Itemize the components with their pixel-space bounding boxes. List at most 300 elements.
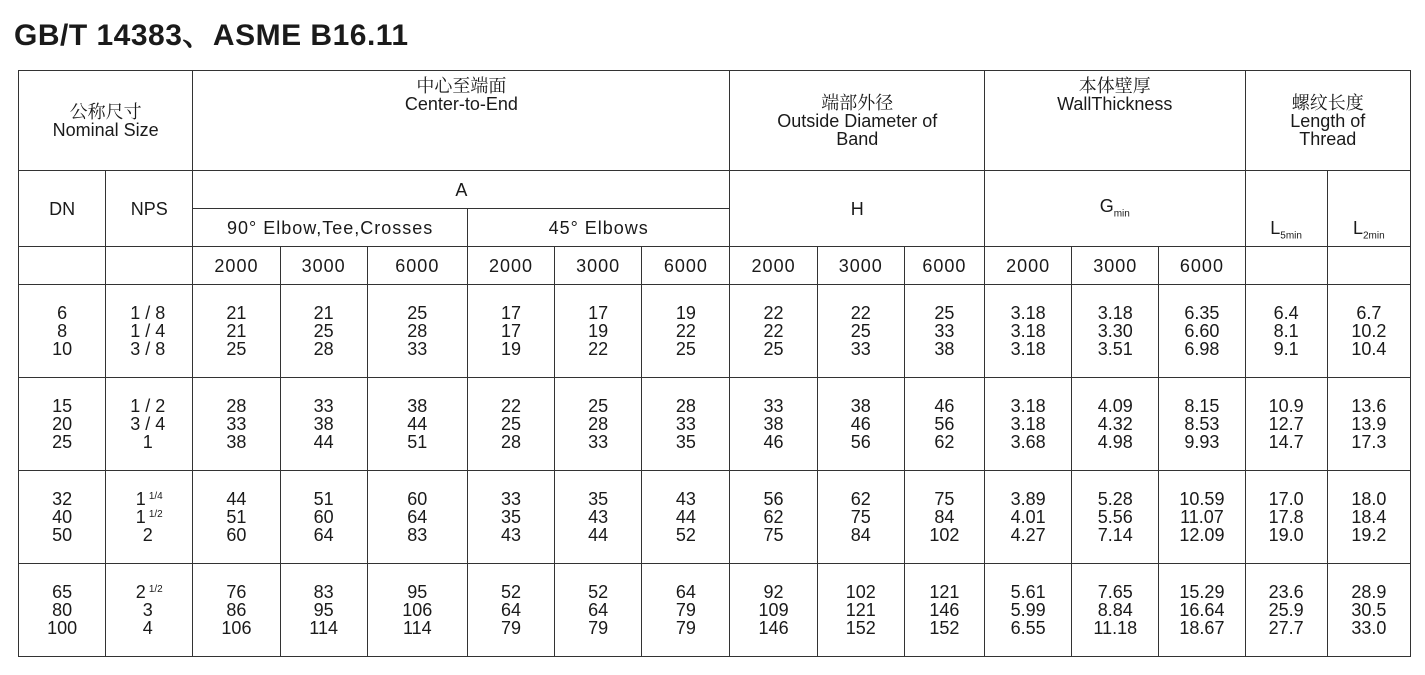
cell-a45-3000 [555,564,642,657]
cell-value: 28 [407,321,428,341]
cell-value: 62 [934,432,955,452]
cell-value: 6.60 [1184,321,1220,341]
data-body [19,285,1411,657]
class-cell-empty [1245,247,1327,285]
class-3000: 3000 [280,247,367,285]
cell-value: 38 [850,396,871,416]
cell-value [106,490,192,508]
nps-fraction: 1/2 [148,584,163,595]
class-6000: 6000 [904,247,984,285]
class-3000: 3000 [817,247,904,285]
cell-value: 15 [52,396,73,416]
thread-en-2: Thread [1299,128,1357,149]
cell-value: 102 [929,525,960,545]
cell-a90-6000 [367,471,467,564]
cell-value: 28.9 [1351,582,1387,602]
cell-value: 79 [675,600,696,620]
cell-value: 13.9 [1351,414,1387,434]
cell-value: 8.1 [1273,321,1299,341]
cell-h-6000 [904,564,984,657]
cell-value: 56 [934,414,955,434]
nominal-size-en: Nominal Size [52,119,159,140]
cell-value: 35 [588,489,609,509]
cell-value: 84 [850,525,871,545]
nps-whole: 3 / 4 [130,414,166,434]
cell-value: 17 [588,303,609,323]
cell-l5 [1245,564,1327,657]
cell-h-2000 [730,378,817,471]
cell-value: 44 [588,525,609,545]
cell-value: 25 [52,432,73,452]
cell-value: 13.6 [1351,396,1387,416]
cell-value: 25 [675,339,696,359]
cell-value: 33 [934,321,955,341]
cell-value: 62 [850,489,871,509]
cell-value: 3.18 [1010,396,1046,416]
cell-value: 8.15 [1184,396,1220,416]
cell-value: 51 [313,489,334,509]
cell-value: 22 [763,321,784,341]
header-nominal-size [19,71,193,171]
class-2000: 2000 [985,247,1072,285]
cell-value: 12.7 [1268,414,1304,434]
cell-a45-2000 [467,285,554,378]
cell-value: 43 [500,525,521,545]
l2-label: L [1352,218,1363,239]
cell-g-3000 [1072,564,1159,657]
header-45-elbow: 45° Elbows [467,209,730,247]
cell-value: 25 [313,321,334,341]
g-label: G [1099,196,1114,217]
thread-cn: 螺纹长度 [1291,92,1364,113]
cell-value: 3.18 [1010,414,1046,434]
cell-value: 146 [929,600,960,620]
class-cell-empty [19,247,106,285]
cell-a45-6000 [642,285,730,378]
cell-value: 64 [313,525,334,545]
cell-value: 60 [313,507,334,527]
cell-value: 4.27 [1010,525,1046,545]
nps-whole: 4 [142,618,153,638]
cell-value: 17.3 [1351,432,1387,452]
cell-value: 52 [588,582,609,602]
cell-value: 6.7 [1356,303,1382,323]
cell-value: 20 [52,414,73,434]
outside-dia-en-2: Band [836,128,879,149]
cell-value: 9.1 [1273,339,1299,359]
table-row [19,285,1411,378]
cell-h-6000 [904,378,984,471]
cell-value: 46 [934,396,955,416]
l5-label: L [1270,218,1281,239]
cell-value: 60 [407,489,428,509]
outside-dia-en-1: Outside Diameter of [777,110,938,131]
cell-a90-6000 [367,378,467,471]
nps-fraction: 1/4 [148,491,163,502]
header-l5 [1245,171,1327,247]
cell-value [106,322,192,340]
class-2000: 2000 [467,247,554,285]
nps-whole: 1 / 8 [130,303,166,323]
thread-en-1: Length of [1290,110,1366,131]
cell-value: 17 [500,303,521,323]
cell-value: 51 [407,432,428,452]
cell-value: 10.2 [1351,321,1387,341]
cell-value: 18.4 [1351,507,1387,527]
class-3000: 3000 [1072,247,1159,285]
cell-value: 5.61 [1010,582,1046,602]
cell-a90-6000 [367,285,467,378]
cell-l2 [1327,285,1410,378]
cell-value: 65 [52,582,73,602]
center-to-end-en: Center-to-End [404,94,518,114]
class-2000: 2000 [193,247,280,285]
cell-value: 3.68 [1010,432,1046,452]
cell-a90-3000 [280,285,367,378]
cell-value: 44 [407,414,428,434]
cell-value: 25 [934,303,955,323]
cell-value: 5.99 [1010,600,1046,620]
header-dn: DN [19,171,106,247]
cell-dn [19,564,106,657]
cell-value: 38 [934,339,955,359]
class-row [19,247,1411,285]
table-row [19,378,1411,471]
cell-value: 21 [313,303,334,323]
cell-value: 64 [588,600,609,620]
header-wall-thickness [985,71,1246,171]
class-6000: 6000 [367,247,467,285]
cell-value: 43 [588,507,609,527]
cell-g-2000 [985,378,1072,471]
cell-value: 9.93 [1184,432,1220,452]
cell-value: 6.35 [1184,303,1220,323]
header-center-to-end [193,71,730,171]
cell-g-3000 [1072,471,1159,564]
cell-l2 [1327,564,1410,657]
cell-value: 30.5 [1351,600,1387,620]
cell-a45-6000 [642,471,730,564]
cell-a45-3000 [555,378,642,471]
cell-value: 35 [675,432,696,452]
nps-fraction: 1/2 [148,509,163,520]
cell-value: 75 [850,507,871,527]
cell-value: 46 [850,414,871,434]
cell-value [106,601,192,619]
cell-value: 146 [758,618,789,638]
header-h: H [730,171,985,247]
cell-value: 10.4 [1351,339,1387,359]
cell-value: 3.30 [1097,321,1133,341]
cell-a90-3000 [280,564,367,657]
cell-a90-2000 [193,285,280,378]
nps-whole: 1 [135,507,146,527]
cell-value: 6 [57,303,68,323]
cell-value: 51 [226,507,247,527]
cell-value [106,340,192,358]
cell-value: 8 [57,321,68,341]
cell-value: 18.67 [1179,618,1225,638]
cell-value: 121 [929,582,960,602]
cell-h-2000 [730,471,817,564]
cell-value: 22 [850,303,871,323]
cell-h-3000 [817,378,904,471]
cell-value: 25 [226,339,247,359]
cell-value: 19.0 [1268,525,1304,545]
cell-value: 11.07 [1180,507,1224,527]
outside-dia-cn: 端部外径 [821,92,894,113]
cell-value: 6.4 [1273,303,1299,323]
cell-value: 84 [934,507,955,527]
cell-value [106,304,192,322]
cell-value: 3.18 [1010,339,1046,359]
cell-value: 22 [500,396,521,416]
cell-value [106,415,192,433]
cell-dn [19,378,106,471]
center-to-end-cn: 中心至端面 [416,76,507,96]
cell-value: 60 [226,525,247,545]
nps-whole: 3 / 8 [130,339,166,359]
cell-value: 38 [763,414,784,434]
cell-value: 3.18 [1010,303,1046,323]
cell-value: 33 [407,339,428,359]
cell-value: 80 [52,600,73,620]
cell-value: 100 [47,618,78,638]
header-g [985,171,1246,247]
nps-whole: 1 [142,432,153,452]
cell-value: 7.14 [1097,525,1133,545]
cell-value: 22 [588,339,609,359]
cell-a45-3000 [555,285,642,378]
wall-en: WallThickness [1057,94,1173,114]
cell-value: 33 [226,414,247,434]
cell-l2 [1327,378,1410,471]
cell-nps [106,378,193,471]
cell-value: 19 [500,339,521,359]
cell-l5 [1245,471,1327,564]
cell-value: 28 [226,396,247,416]
cell-value: 16.64 [1179,600,1225,620]
cell-value: 15.29 [1179,582,1225,602]
nominal-size-cn: 公称尺寸 [69,101,142,122]
cell-value: 6.55 [1010,618,1046,638]
g-subscript: min [1113,208,1130,220]
cell-dn [19,285,106,378]
header-nps: NPS [106,171,193,247]
cell-value: 3.51 [1097,339,1133,359]
cell-value: 25 [500,414,521,434]
cell-value: 33 [313,396,334,416]
cell-value: 25.9 [1268,600,1304,620]
cell-value: 3.18 [1010,321,1046,341]
cell-value: 33 [500,489,521,509]
cell-value: 44 [313,432,334,452]
cell-value: 4.01 [1010,507,1046,527]
cell-value: 92 [763,582,784,602]
cell-value: 28 [675,396,696,416]
cell-value: 19 [675,303,696,323]
cell-h-3000 [817,285,904,378]
cell-value [106,508,192,526]
nps-whole: 1 [135,489,146,509]
cell-value: 75 [934,489,955,509]
cell-nps [106,285,193,378]
header-90-elbow: 90° Elbow,Tee,Crosses [193,209,468,247]
cell-value: 152 [845,618,876,638]
class-cell-empty [106,247,193,285]
cell-value: 44 [226,489,247,509]
cell-a90-2000 [193,564,280,657]
cell-value: 33.0 [1351,618,1387,638]
cell-value: 3.18 [1097,303,1133,323]
cell-value: 18.0 [1351,489,1387,509]
cell-value: 10.9 [1268,396,1304,416]
cell-value: 38 [407,396,428,416]
cell-value: 25 [763,339,784,359]
cell-value: 50 [52,525,73,545]
cell-value: 33 [588,432,609,452]
cell-g-6000 [1159,378,1245,471]
table-row [19,564,1411,657]
cell-value: 17.8 [1268,507,1304,527]
cell-value: 106 [221,618,252,638]
cell-value: 11.18 [1093,618,1138,638]
cell-value: 4.09 [1097,396,1133,416]
l5-subscript: 5min [1280,231,1302,242]
cell-a45-2000 [467,564,554,657]
header-a: A [193,171,730,209]
cell-g-6000 [1159,285,1245,378]
cell-value: 83 [407,525,428,545]
cell-value: 86 [226,600,247,620]
cell-a45-6000 [642,564,730,657]
cell-value: 10 [52,339,73,359]
class-3000: 3000 [555,247,642,285]
cell-value [106,433,192,451]
cell-value: 33 [850,339,871,359]
nps-whole: 3 [142,600,153,620]
class-2000: 2000 [730,247,817,285]
cell-value: 25 [850,321,871,341]
cell-value: 4.98 [1097,432,1133,452]
cell-g-6000 [1159,471,1245,564]
cell-value: 10.59 [1179,489,1225,509]
cell-dn [19,471,106,564]
cell-value [106,397,192,415]
cell-value: 7.65 [1097,582,1133,602]
nps-whole: 1 / 4 [130,321,166,341]
cell-value: 109 [758,600,789,620]
cell-g-2000 [985,564,1072,657]
cell-value: 35 [500,507,521,527]
cell-value [106,526,192,544]
cell-value: 79 [588,618,609,638]
cell-value: 121 [845,600,876,620]
cell-value [106,583,192,601]
cell-value: 33 [675,414,696,434]
cell-l2 [1327,471,1410,564]
page-title: GB/T 14383、ASME B16.11 [14,19,409,52]
cell-value: 32 [52,489,73,509]
cell-value: 21 [226,321,247,341]
cell-value: 28 [500,432,521,452]
cell-value: 38 [313,414,334,434]
cell-value: 152 [929,618,960,638]
class-cell-empty [1327,247,1410,285]
cell-value: 44 [675,507,696,527]
cell-a45-2000 [467,471,554,564]
cell-value: 79 [675,618,696,638]
cell-value: 12.09 [1179,525,1225,545]
cell-value: 102 [845,582,876,602]
cell-a90-2000 [193,471,280,564]
cell-a45-2000 [467,378,554,471]
cell-value [106,619,192,637]
cell-value: 46 [763,432,784,452]
cell-value: 28 [588,414,609,434]
cell-value: 3.89 [1010,489,1046,509]
header-outside-diameter [730,71,985,171]
cell-value: 64 [500,600,521,620]
cell-value: 106 [402,600,433,620]
cell-value: 64 [407,507,428,527]
class-6000: 6000 [642,247,730,285]
cell-value: 83 [313,582,334,602]
class-6000: 6000 [1159,247,1245,285]
wall-cn: 本体壁厚 [1078,76,1151,96]
cell-value: 6.98 [1184,339,1220,359]
cell-a90-3000 [280,471,367,564]
cell-value: 43 [675,489,696,509]
cell-nps [106,471,193,564]
header-l2 [1327,171,1410,247]
cell-value: 25 [407,303,428,323]
cell-value: 52 [675,525,696,545]
cell-value: 62 [763,507,784,527]
cell-value: 56 [763,489,784,509]
cell-value: 75 [763,525,784,545]
cell-a90-6000 [367,564,467,657]
dimension-table [18,70,1411,657]
cell-value: 76 [226,582,247,602]
cell-a45-3000 [555,471,642,564]
cell-value: 33 [763,396,784,416]
nps-whole: 1 / 2 [130,396,166,416]
cell-l5 [1245,378,1327,471]
cell-value: 19.2 [1351,525,1387,545]
cell-nps [106,564,193,657]
cell-value: 28 [313,339,334,359]
cell-value: 95 [313,600,334,620]
nps-whole: 2 [135,582,146,602]
cell-value: 38 [226,432,247,452]
cell-a90-3000 [280,378,367,471]
cell-value: 17 [500,321,521,341]
cell-g-6000 [1159,564,1245,657]
cell-value: 14.7 [1268,432,1304,452]
cell-h-6000 [904,285,984,378]
cell-value: 8.84 [1097,600,1133,620]
cell-value: 25 [588,396,609,416]
cell-h-2000 [730,564,817,657]
l2-subscript: 2min [1363,231,1385,242]
cell-a90-2000 [193,378,280,471]
cell-h-2000 [730,285,817,378]
cell-value: 114 [402,618,432,638]
cell-value: 23.6 [1268,582,1304,602]
cell-value: 40 [52,507,73,527]
header-thread-length [1245,71,1410,171]
